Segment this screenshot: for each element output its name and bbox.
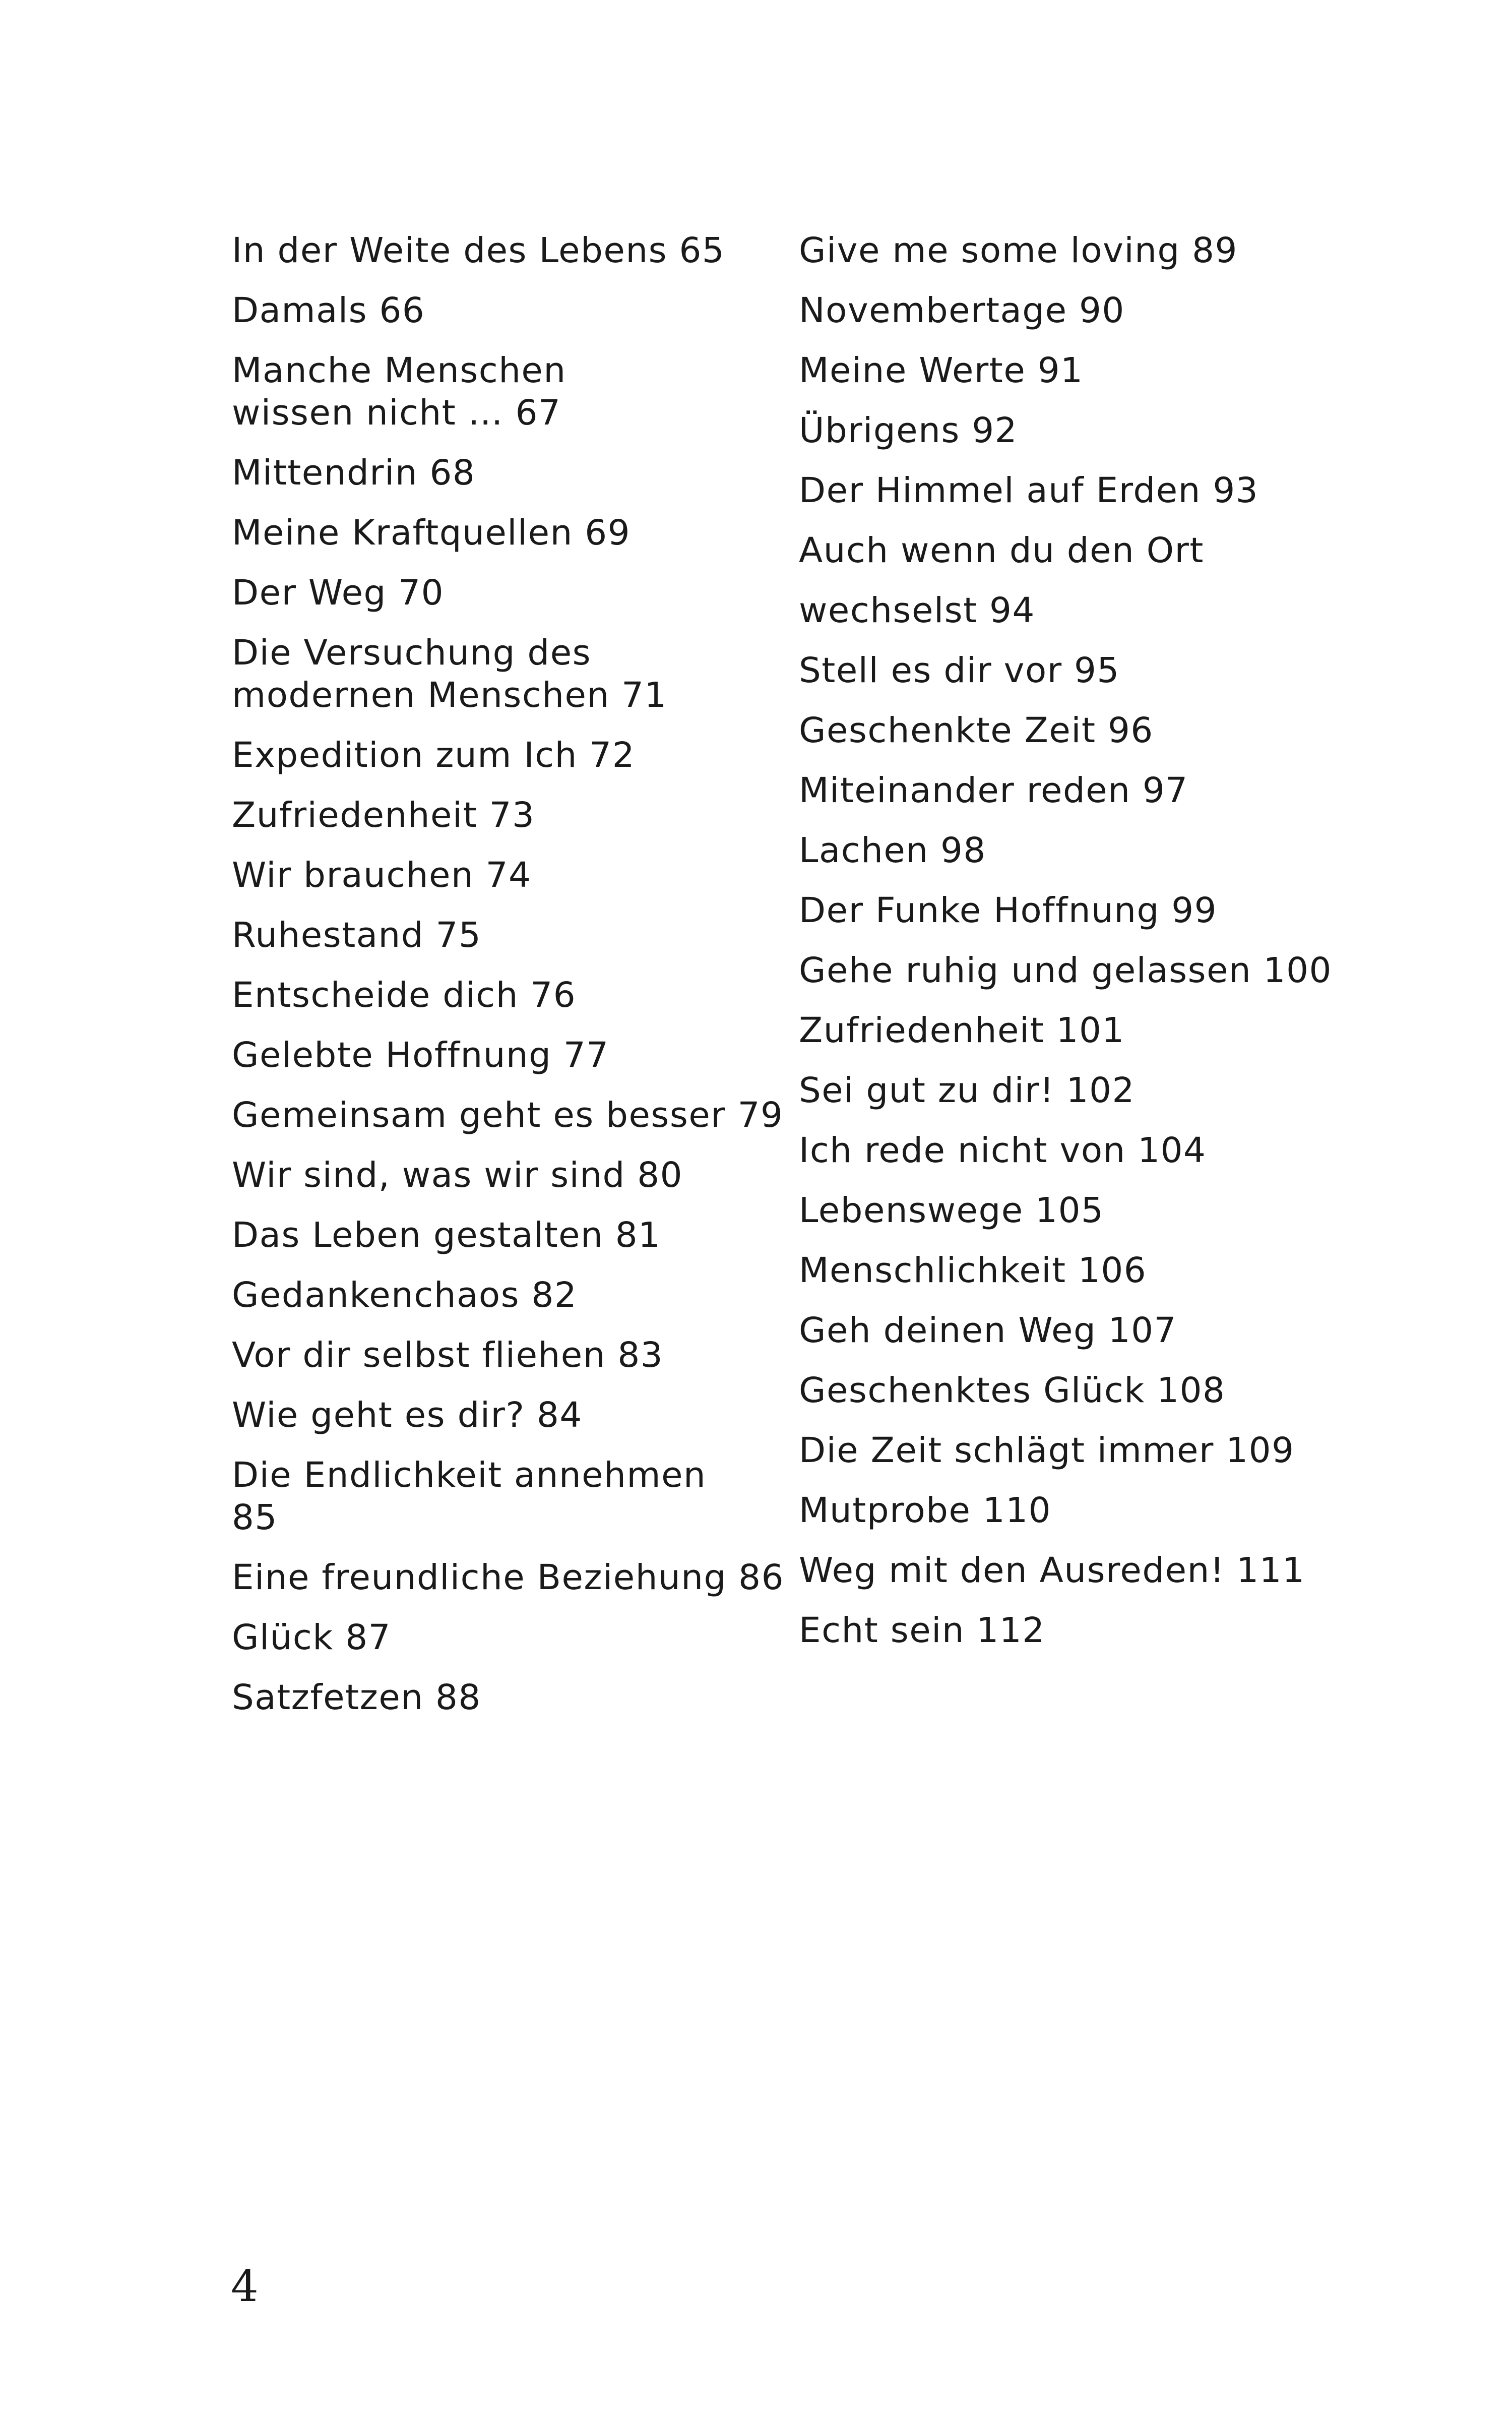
toc-entry: Expedition zum Ich 72 bbox=[232, 735, 636, 775]
toc-entry: Geschenktes Glück 108 bbox=[799, 1370, 1226, 1411]
toc-entry: Die Versuchung des modernen Menschen 71 bbox=[232, 633, 667, 715]
toc-entry: wechselst 94 bbox=[799, 590, 1035, 631]
toc-entry: Stell es dir vor 95 bbox=[799, 650, 1120, 691]
toc-entry: Wir sind, was wir sind 80 bbox=[232, 1155, 683, 1195]
toc-entry: Gedankenchaos 82 bbox=[232, 1275, 578, 1315]
toc-entry: Meine Kraftquellen 69 bbox=[232, 513, 631, 553]
toc-entry: Geschenkte Zeit 96 bbox=[799, 710, 1154, 751]
toc-entry: Sei gut zu dir! 102 bbox=[799, 1070, 1135, 1111]
page-number: 4 bbox=[231, 2261, 259, 2312]
toc-entry: Mutprobe 110 bbox=[799, 1490, 1052, 1531]
toc-entry: Lebenswege 105 bbox=[799, 1190, 1104, 1231]
toc-entry: Die Endlichkeit annehmen 85 bbox=[232, 1455, 707, 1538]
toc-entry: Damals 66 bbox=[232, 290, 425, 331]
toc-entry: Weg mit den Ausreden! 111 bbox=[799, 1550, 1305, 1591]
toc-entry: Gehe ruhig und gelassen 100 bbox=[799, 950, 1332, 991]
toc-entry: Meine Werte 91 bbox=[799, 350, 1084, 391]
toc-entry: In der Weite des Lebens 65 bbox=[232, 230, 725, 271]
toc-entry: Lachen 98 bbox=[799, 830, 986, 871]
toc-entry: Give me some loving 89 bbox=[799, 230, 1238, 271]
toc-entry: Geh deinen Weg 107 bbox=[799, 1310, 1177, 1351]
toc-entry: Mittendrin 68 bbox=[232, 453, 476, 493]
toc-entry: Auch wenn du den Ort bbox=[799, 530, 1204, 571]
toc-entry: Der Funke Hoffnung 99 bbox=[799, 890, 1218, 931]
toc-entry: Wir brauchen 74 bbox=[232, 855, 532, 895]
toc-entry: Manche Menschen wissen nicht … 67 bbox=[232, 350, 566, 433]
toc-entry: Eine freundliche Beziehung 86 bbox=[232, 1557, 784, 1598]
toc-entry: Der Himmel auf Erden 93 bbox=[799, 470, 1259, 511]
toc-entry: Zufriedenheit 73 bbox=[232, 795, 535, 835]
toc-entry: Wie geht es dir? 84 bbox=[232, 1395, 583, 1435]
toc-entry: Ich rede nicht von 104 bbox=[799, 1130, 1207, 1171]
toc-entry: Glück 87 bbox=[232, 1617, 391, 1658]
toc-entry: Echt sein 112 bbox=[799, 1610, 1045, 1651]
toc-entry: Das Leben gestalten 81 bbox=[232, 1215, 661, 1255]
toc-entry: Novembertage 90 bbox=[799, 290, 1125, 331]
toc-entry: Übrigens 92 bbox=[799, 410, 1018, 451]
toc-entry: Der Weg 70 bbox=[232, 573, 445, 613]
toc-entry: Zufriedenheit 101 bbox=[799, 1010, 1125, 1051]
toc-entry: Ruhestand 75 bbox=[232, 915, 482, 955]
toc-entry: Vor dir selbst fliehen 83 bbox=[232, 1335, 664, 1375]
toc-entry: Die Zeit schlägt immer 109 bbox=[799, 1430, 1295, 1471]
toc-left-column bbox=[232, 229, 786, 1736]
toc-entry: Gemeinsam geht es besser 79 bbox=[232, 1095, 784, 1135]
toc-entry: Miteinander reden 97 bbox=[799, 770, 1188, 811]
toc-entry: Satzfetzen 88 bbox=[232, 1677, 481, 1718]
toc-right-column bbox=[799, 229, 1353, 1669]
toc-entry: Entscheide dich 76 bbox=[232, 975, 577, 1015]
toc-entry: Menschlichkeit 106 bbox=[799, 1250, 1147, 1291]
toc-entry: Gelebte Hoffnung 77 bbox=[232, 1035, 609, 1075]
